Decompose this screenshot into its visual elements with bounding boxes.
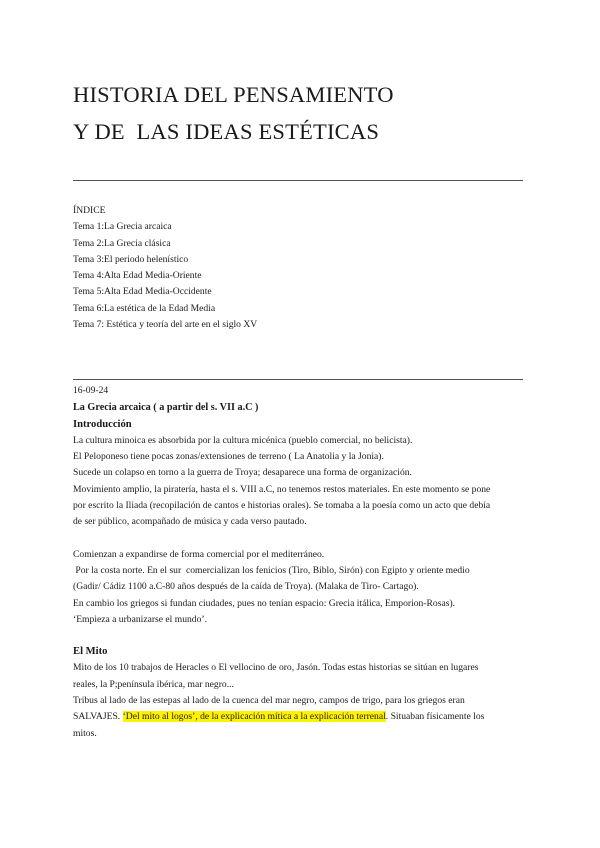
paragraph-line: El Peloponeso tiene pocas zonas/extensiones de terreno ( La Anatolia y la Jonia). xyxy=(73,451,384,463)
paragraph-line: mitos. xyxy=(73,727,97,739)
paragraph-line: Mito de los 10 trabajos de Heracles o El vellocino de oro, Jasón. Todas estas historias se sitúan en lugares xyxy=(73,662,479,674)
intro-heading: Introducción xyxy=(73,418,132,430)
paragraph-line: La cultura minoica es absorbida por la cultura micénica (pueblo comercial, no belicista). xyxy=(73,434,413,446)
title-line-1: HISTORIA DEL PENSAMIENTO xyxy=(73,82,394,107)
date: 16-09-24 xyxy=(73,385,109,396)
document-body xyxy=(73,383,533,742)
paragraph-line: En cambio los griegos si fundan ciudades, pues no tenían espacio: Grecia itálica, Emporion-Rosas). xyxy=(73,597,456,609)
toc-item: Tema 3:El periodo helenístico xyxy=(73,253,189,265)
paragraph-line: (Gadir/ Cádiz 1100 a.C-80 años después de la caída de Troya). (Malaka de Tiro- Cartago). xyxy=(73,581,419,593)
paragraph-line: de ser público, acompañado de música y cada verso pautado. xyxy=(73,516,307,528)
paragraph-line: ‘Empieza a urbanizarse el mundo’. xyxy=(73,613,207,625)
paragraph-line: Sucede un colapso en torno a la guerra de Troya; desaparece una forma de organización. xyxy=(73,467,412,479)
myth-heading: El Mito xyxy=(73,646,108,658)
paragraph-line: Movimiento amplio, la piratería, hasta el s. VIII a.C, no tenemos restos materiales. En este momento se pone xyxy=(73,483,491,495)
title-line-2: Y DE LAS IDEAS ESTÉTICAS xyxy=(73,119,380,144)
toc-heading: ÍNDICE xyxy=(73,205,106,216)
toc-item: Tema 4:Alta Edad Media-Oriente xyxy=(73,270,202,282)
text-segment: . Situaban físicamente los xyxy=(385,711,485,723)
paragraph-line: Tribus al lado de las estepas al lado de la cuenca del mar negro, campos de trigo, para los griegos eran xyxy=(73,695,465,707)
paragraph-line: por escrito la Iliada (recopilación de cantos e historias orales). Se tomaba a la poesía como un acto que debía xyxy=(73,500,491,512)
toc-item: Tema 7: Estética y teoría del arte en el siglo XV xyxy=(73,319,258,331)
toc-item: Tema 5:Alta Edad Media-Occidente xyxy=(73,286,212,298)
paragraph-line: reales, la P;península ibérica, mar negro... xyxy=(73,678,234,690)
table-of-contents xyxy=(73,203,257,333)
document-title xyxy=(73,76,543,150)
paragraph-line xyxy=(73,709,533,725)
divider xyxy=(73,180,523,181)
section-title: La Grecia arcaica ( a partir del s. VII a.C ) xyxy=(73,402,259,414)
divider xyxy=(73,379,523,380)
toc-item: Tema 1:La Grecia arcaica xyxy=(73,221,172,233)
paragraph-line: Comienzan a expandirse de forma comercial por el mediterráneo. xyxy=(73,548,325,560)
text-segment: SALVAJES. xyxy=(73,711,123,723)
highlighted-quote: ‘Del mito al logos’, de la explicación mítica a la explicación terrenal xyxy=(122,711,386,723)
toc-item: Tema 6:La estética de la Edad Media xyxy=(73,302,216,314)
paragraph-line: Por la costa norte. En el sur comercializan los fenicios (Tiro, Biblo, Sirón) con Egipto y oriente medio xyxy=(73,564,470,576)
toc-item: Tema 2:La Grecia clásica xyxy=(73,237,171,249)
